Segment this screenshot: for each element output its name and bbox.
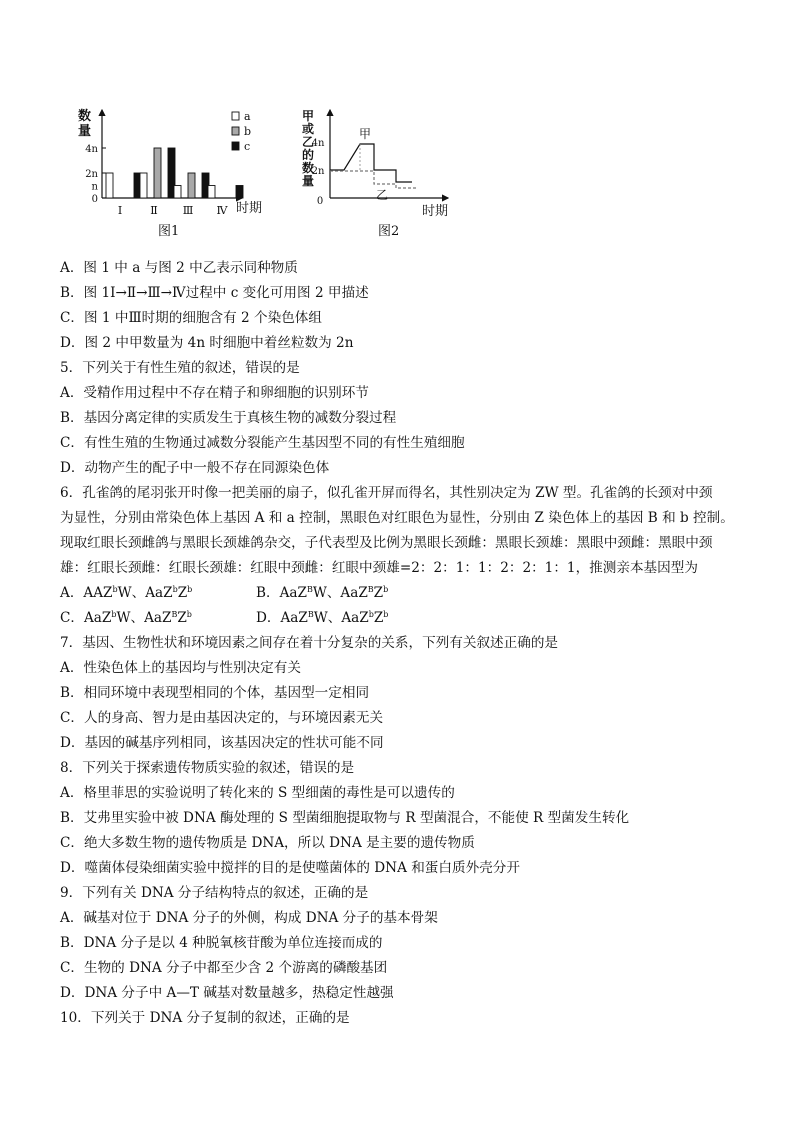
q10-stem: 10．下列关于 DNA 分子复制的叙述，正确的是 xyxy=(60,1010,350,1026)
q6-stem-line2: 为显性，分别由常染色体上基因 A 和 a 控制，黑眼色对红眼色为显性，分别由 Z 染色体上的基因 B 和 b 控制。 xyxy=(60,510,734,526)
fig1-category-label: Ⅲ xyxy=(182,204,194,217)
q8-option-a: A．格里菲思的实验说明了转化来的 S 型细菌的毒性是可以遗传的 xyxy=(60,785,455,801)
q6-option-a: A．AAZ$^b$W、$AaZ^bZ^b$ xyxy=(60,585,193,601)
fig1-legend-swatch-c xyxy=(232,142,239,150)
fig2-tick-0: 0 xyxy=(316,196,324,207)
fig1-legend-label-a: a xyxy=(244,110,251,123)
q9-option-c: C．生物的 DNA 分子中都至少含 2 个游离的磷酸基团 xyxy=(60,960,388,976)
fig2-ylabel-char: 或 xyxy=(302,122,315,136)
fig1-bar-a-4 xyxy=(208,186,215,199)
fig1-bar-b-3 xyxy=(188,173,195,198)
figures-area xyxy=(76,104,456,242)
fig1-legend-label-c: c xyxy=(244,140,251,153)
q5-stem: 5．下列关于有性生殖的叙述，错误的是 xyxy=(60,360,300,376)
q6-stem-line1: 6．孔雀鸽的尾羽张开时像一把美丽的扇子，似孔雀开屏而得名，其性别决定为 ZW 型。孔雀鸽的长颈对中颈 xyxy=(60,485,713,501)
fig1-category-label: Ⅰ xyxy=(117,204,123,217)
fig2-tick-4n: 4n xyxy=(311,138,325,149)
fig1-ytick: n xyxy=(91,181,98,193)
q7-option-d: D．基因的碱基序列相同，该基因决定的性状可能不同 xyxy=(60,735,384,751)
q6-options-cd xyxy=(60,606,760,631)
fig1-legend-swatch-b xyxy=(232,127,239,135)
q7-option-a: A．性染色体上的基因均与性别决定有关 xyxy=(60,660,301,676)
fig1-category-label: Ⅳ xyxy=(216,204,228,217)
fig1-ytick: 4n xyxy=(85,144,98,155)
fig1-ylabel-0: 数 xyxy=(78,109,92,124)
q5-option-c: C．有性生殖的生物通过减数分裂能产生基因型不同的有性生殖细胞 xyxy=(60,435,465,451)
q5-option-a: A．受精作用过程中不存在精子和卵细胞的识别环节 xyxy=(60,385,369,401)
question-text xyxy=(60,256,760,1031)
q6-stem-line3: 现取红眼长颈雌鸽与黑眼长颈雄鸽杂交，子代表型及比例为黑眼长颈雌：黑眼长颈雄：黑眼中颈雌：黑眼中颈 xyxy=(60,535,713,551)
fig2-label-jia: 甲 xyxy=(359,127,372,141)
fig2-xlabel: 时期 xyxy=(422,204,449,219)
q7-option-b: B．相同环境中表现型相同的个体，基因型一定相同 xyxy=(60,685,370,701)
q8-option-b: B．艾弗里实验中被 DNA 酶处理的 S 型菌细胞提取物与 R 型菌混合，不能使 R 型菌发生转化 xyxy=(60,810,630,826)
q9-stem: 9．下列有关 DNA 分子结构特点的叙述，正确的是 xyxy=(60,885,369,901)
q6-options-ab xyxy=(60,581,760,606)
q8-option-c: C．绝大多数生物的遗传物质是 DNA，所以 DNA 是主要的遗传物质 xyxy=(60,835,475,851)
q6-option-b: B．AaZ$^B$W、$AaZ^BZ^b$ xyxy=(256,585,389,601)
fig1-bar-a-1 xyxy=(106,173,113,198)
fig1-xlabel: 时期 xyxy=(236,201,263,216)
fig2-ylabel-char: 乙 xyxy=(302,135,315,149)
q6-stem-line4: 雄：红眼长颈雌：红眼长颈雄：红眼中颈雌：红眼中颈雄=2：2：1：1：2：2：1：1，推测亲本基因型为 xyxy=(60,560,698,576)
q4-option-d: D．图 2 中甲数量为 4n 时细胞中着丝粒数为 2n xyxy=(60,335,354,351)
fig1-bar-a-3 xyxy=(174,186,181,199)
fig2-ylabel-char: 数 xyxy=(302,161,315,175)
fig2-ylabel-char: 的 xyxy=(302,148,315,162)
fig2-line-yi xyxy=(330,171,418,188)
q7-stem: 7．基因、生物性状和环境因素之间存在着十分复杂的关系，下列有关叙述正确的是 xyxy=(60,635,559,651)
fig1-ylabel-1: 量 xyxy=(78,124,92,139)
fig1-bar-b-2 xyxy=(154,148,161,198)
q4-option-a: A．图 1 中 a 与图 2 中乙表示同种物质 xyxy=(60,260,298,276)
q4-option-c: C．图 1 中Ⅲ时期的细胞含有 2 个染色体组 xyxy=(60,310,322,326)
fig1-legend-swatch-a xyxy=(232,112,239,120)
q6-option-d: D．AaZ$^B$W、$AaZ^bZ^b$ xyxy=(256,610,389,626)
q9-option-a: A．碱基对位于 DNA 分子的外侧，构成 DNA 分子的基本骨架 xyxy=(60,910,438,926)
q6-option-c: C．AaZ$^b$W、$AaZ^BZ^b$ xyxy=(60,610,192,626)
q8-option-d: D．噬菌体侵染细菌实验中搅拌的目的是使噬菌体的 DNA 和蛋白质外壳分开 xyxy=(60,860,520,876)
fig2-tick-2n: 2n xyxy=(311,166,325,177)
q5-option-d: D．动物产生的配子中一般不存在同源染色体 xyxy=(60,460,330,476)
figure1-bar-chart xyxy=(76,104,276,242)
q7-option-c: C．人的身高、智力是由基因决定的，与环境因素无关 xyxy=(60,710,384,726)
q9-option-d: D．DNA 分子中 A—T 碱基对数量越多，热稳定性越强 xyxy=(60,985,394,1001)
fig2-ylabel-char: 量 xyxy=(302,174,315,188)
fig1-category-label: Ⅱ xyxy=(150,204,158,217)
q9-option-b: B．DNA 分子是以 4 种脱氧核苷酸为单位连接而成的 xyxy=(60,935,383,951)
fig2-line-jia xyxy=(330,144,412,182)
q4-option-b: B．图 1Ⅰ→Ⅱ→Ⅲ→Ⅳ过程中 c 变化可用图 2 甲描述 xyxy=(60,285,369,301)
fig2-ylabel-char: 甲 xyxy=(302,109,315,123)
fig2-caption: 图2 xyxy=(378,224,400,239)
fig1-ytick: 2n xyxy=(85,169,98,180)
fig2-label-yi: 乙 xyxy=(376,188,389,202)
q8-stem: 8．下列关于探索遗传物质实验的叙述，错误的是 xyxy=(60,760,355,776)
fig1-legend-label-b: b xyxy=(244,125,252,138)
fig1-ytick: 0 xyxy=(91,194,98,205)
fig1-bar-c-4 xyxy=(236,186,243,199)
figure2-line-chart xyxy=(298,104,458,242)
fig1-bar-a-2 xyxy=(140,173,147,198)
q5-option-b: B．基因分离定律的实质发生于真核生物的减数分裂过程 xyxy=(60,410,397,426)
fig1-caption: 图1 xyxy=(158,224,180,239)
